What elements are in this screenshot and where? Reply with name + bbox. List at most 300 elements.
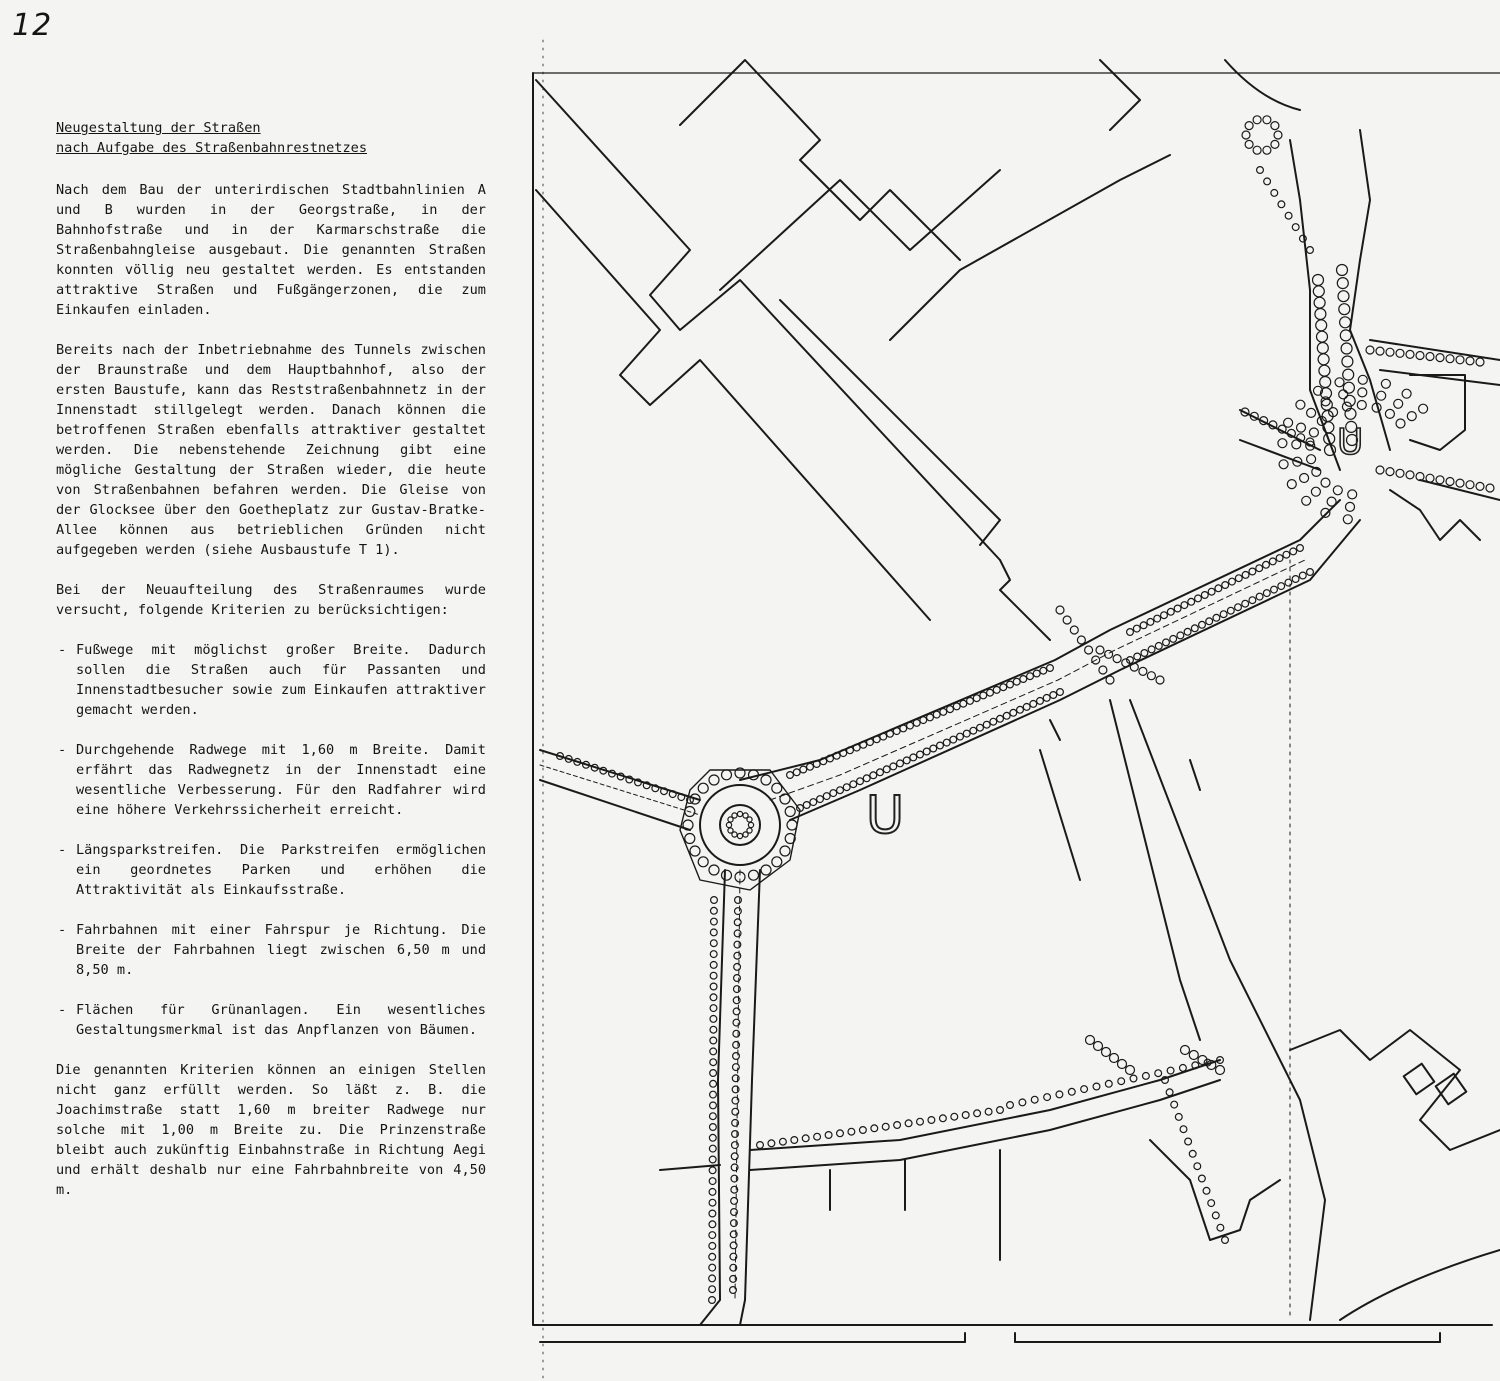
- tree-icon: [1348, 490, 1357, 499]
- tree-icon: [1147, 619, 1154, 626]
- tree-icon: [690, 846, 700, 856]
- tree-icon: [1260, 417, 1268, 425]
- tree-icon: [709, 1156, 716, 1163]
- tree-icon: [743, 832, 748, 837]
- tree-icon: [780, 794, 790, 804]
- tree-icon: [983, 721, 990, 728]
- tree-icon: [565, 756, 572, 763]
- tree-icon: [797, 805, 804, 812]
- tree-icon: [1278, 425, 1286, 433]
- tree-icon: [1077, 636, 1085, 644]
- tree-icon: [917, 1118, 924, 1125]
- tree-icon: [730, 1242, 737, 1249]
- tree-icon: [730, 1264, 737, 1271]
- tree-icon: [734, 964, 741, 971]
- tree-icon: [923, 748, 930, 755]
- criteria-item-footpaths: - Fußwege mit möglichst großer Breite. Dadurch sollen die Straßen auch für Passanten und Innenstadtbesucher sowie zum Einkaufen attraktiver gemacht werden.: [56, 640, 486, 720]
- tree-icon: [1195, 595, 1202, 602]
- tree-icon: [917, 751, 924, 758]
- tree-icon: [1321, 399, 1332, 410]
- tree-icon: [709, 1297, 716, 1304]
- tree-icon: [1207, 1061, 1216, 1070]
- tree-icon: [1122, 659, 1130, 667]
- tree-icon: [1339, 390, 1348, 399]
- tree-icon: [1366, 346, 1374, 354]
- tree-icon: [1300, 235, 1307, 242]
- tree-icon: [837, 1130, 844, 1137]
- tree-icon: [1377, 391, 1386, 400]
- tree-icon: [882, 1123, 889, 1130]
- tree-icon: [1296, 400, 1305, 409]
- tree-icon: [768, 1140, 775, 1147]
- trees-ne-avenue: [1056, 167, 1494, 1075]
- heading-line-1: Neugestaltung der Straßen: [56, 120, 261, 136]
- tree-icon: [990, 718, 997, 725]
- tree-icon: [785, 807, 795, 817]
- tree-icon: [1343, 515, 1352, 524]
- left-arm-a: [1240, 410, 1320, 450]
- tree-icon: [1306, 438, 1314, 446]
- tree-icon: [848, 1128, 855, 1135]
- tree-icon: [1171, 1101, 1178, 1108]
- tree-icon: [893, 728, 900, 735]
- tree-icon: [711, 918, 718, 925]
- tree-icon: [730, 1253, 737, 1260]
- u-station-label: U: [866, 786, 905, 846]
- tree-icon: [1185, 1138, 1192, 1145]
- tree-icon: [787, 820, 797, 830]
- tree-icon: [733, 1030, 740, 1037]
- tree-icon: [1337, 265, 1348, 276]
- tree-icon: [890, 763, 897, 770]
- tree-icon: [1256, 593, 1263, 600]
- tree-icon: [1113, 655, 1121, 663]
- tree-icon: [1194, 1163, 1201, 1170]
- tree-icon: [732, 1142, 739, 1149]
- tree-icon: [1358, 388, 1367, 397]
- tree-icon: [1263, 561, 1270, 568]
- roundabout-outer: [700, 785, 780, 865]
- tree-icon: [1204, 1059, 1211, 1066]
- tree-icon: [1327, 497, 1336, 506]
- tree-icon: [830, 790, 837, 797]
- tree-icon: [1133, 625, 1140, 632]
- tree-icon: [930, 745, 937, 752]
- tree-icon: [731, 1198, 738, 1205]
- tree-icon: [1436, 354, 1444, 362]
- section-heading: [56, 118, 486, 158]
- tree-icon: [950, 736, 957, 743]
- tree-icon: [1245, 122, 1253, 130]
- tree-icon: [709, 1243, 716, 1250]
- tree-icon: [1402, 389, 1411, 398]
- tree-icon: [1148, 646, 1155, 653]
- tree-icon: [1293, 457, 1302, 466]
- central-street-west: [1110, 700, 1200, 1040]
- tree-icon: [1317, 343, 1328, 354]
- tree-icon: [709, 1232, 716, 1239]
- east-street-lower: [1420, 480, 1500, 500]
- tree-icon: [732, 1075, 739, 1082]
- tree-icon: [710, 940, 717, 947]
- tree-icon: [1044, 1094, 1051, 1101]
- tree-icon: [709, 1253, 716, 1260]
- tree-icon: [1057, 689, 1064, 696]
- paragraph-criteria-intro: Bei der Neuaufteilung des Straßenraumes wurde versucht, folgende Kriterien zu berücksichtigen:: [56, 582, 486, 618]
- tree-icon: [1050, 692, 1057, 699]
- tree-icon: [897, 760, 904, 767]
- tree-icon: [617, 773, 624, 780]
- tree-icon: [1321, 478, 1330, 487]
- tree-icon: [1284, 418, 1293, 427]
- tree-icon: [785, 834, 795, 844]
- tree-icon: [1249, 597, 1256, 604]
- tree-icon: [728, 817, 733, 822]
- tree-icon: [735, 908, 742, 915]
- tree-icon: [791, 1137, 798, 1144]
- tree-icon: [732, 813, 737, 818]
- tree-icon: [1206, 618, 1213, 625]
- tree-icon: [600, 767, 607, 774]
- tree-icon: [1180, 1126, 1187, 1133]
- tree-icon: [709, 775, 719, 785]
- tree-icon: [669, 791, 676, 798]
- tree-icon: [1007, 681, 1014, 688]
- tree-icon: [1256, 565, 1263, 572]
- tree-icon: [1127, 629, 1134, 636]
- tree-icon: [731, 1153, 738, 1160]
- tree-icon: [1292, 224, 1299, 231]
- tree-icon: [1343, 369, 1354, 380]
- tree-icon: [1372, 403, 1381, 412]
- tree-icon: [583, 761, 590, 768]
- tree-icon: [1466, 357, 1474, 365]
- tree-icon: [1346, 421, 1357, 432]
- tree-icon: [1199, 621, 1206, 628]
- tree-icon: [1013, 678, 1020, 685]
- tree-icon: [1312, 467, 1321, 476]
- tree-icon: [962, 1112, 969, 1119]
- tree-icon: [733, 1053, 740, 1060]
- central-side-1: [1050, 720, 1060, 740]
- tree-icon: [1081, 1086, 1088, 1093]
- tree-icon: [1290, 548, 1297, 555]
- tree-icon: [1446, 478, 1454, 486]
- tree-icon: [1317, 331, 1328, 342]
- criteria-item-cycle-paths: - Durchgehende Radwege mit 1,60 m Breite. Damit erfährt das Radwegnetz in der Innenstadt eine wesentliche Verbesserung. Für den Radfahrer wird eine höhere Verkehrssicherheit erreicht.: [56, 740, 486, 820]
- tree-icon: [1215, 585, 1222, 592]
- tree-icon: [1283, 551, 1290, 558]
- tree-icon: [1302, 496, 1311, 505]
- tree-icon: [1324, 433, 1335, 444]
- tree-icon: [1446, 355, 1454, 363]
- west-arm-lanes: [540, 765, 700, 815]
- tree-icon: [1345, 408, 1356, 419]
- tree-icon: [1292, 440, 1301, 449]
- tree-icon: [643, 782, 650, 789]
- tree-icon: [709, 1178, 716, 1185]
- ne-avenue-west: [1310, 290, 1340, 470]
- tree-icon: [1357, 401, 1366, 410]
- tree-icon: [710, 1016, 717, 1023]
- tree-icon: [734, 975, 741, 982]
- tree-icon: [977, 724, 984, 731]
- tree-icon: [853, 744, 860, 751]
- tree-icon: [710, 1080, 717, 1087]
- tree-icon: [1170, 636, 1177, 643]
- tree-icon: [1208, 1200, 1215, 1207]
- tree-icon: [709, 1210, 716, 1217]
- tree-icon: [814, 1133, 821, 1140]
- tree-icon: [709, 865, 719, 875]
- tree-icon: [661, 788, 668, 795]
- tree-icon: [1030, 701, 1037, 708]
- tree-icon: [1023, 704, 1030, 711]
- tree-icon: [1386, 468, 1394, 476]
- tree-icon: [1140, 622, 1147, 629]
- trees-boulevard-north: [557, 545, 1304, 804]
- tree-icon: [722, 770, 732, 780]
- tree-icon: [1307, 408, 1316, 417]
- tree-icon: [1161, 612, 1168, 619]
- tree-icon: [817, 796, 824, 803]
- tree-icon: [761, 865, 771, 875]
- tree-icon: [1278, 439, 1287, 448]
- tree-icon: [698, 783, 708, 793]
- tree-icon: [1201, 592, 1208, 599]
- tree-icon: [910, 754, 917, 761]
- tree-icon: [1056, 606, 1064, 614]
- tree-icon: [747, 828, 752, 833]
- tree-icon: [735, 897, 742, 904]
- tree-icon: [1020, 676, 1027, 683]
- tree-icon: [710, 1070, 717, 1077]
- tree-icon: [1094, 1042, 1103, 1051]
- tree-icon: [728, 828, 733, 833]
- tree-icon: [973, 695, 980, 702]
- tree-icon: [1130, 1075, 1137, 1082]
- tree-icon: [761, 775, 771, 785]
- tree-icon: [1096, 646, 1104, 654]
- tree-icon: [1242, 131, 1250, 139]
- tree-icon: [1416, 352, 1424, 360]
- tree-icon: [1381, 379, 1390, 388]
- tree-icon: [1191, 625, 1198, 632]
- tree-icon: [940, 709, 947, 716]
- tree-icon: [907, 722, 914, 729]
- paragraph-intro: Nach dem Bau der unterirdischen Stadtbahnlinien A und B wurden in der Georgstraße, in der Bahnhofstraße und in der Karmarschstraße die Straßenbahngleise ausgebaut. Die genannten Straßen konnten völlig neu gestaltet werden. Es entstanden attraktive Straßen und Fußgängerzonen, die zum Einkaufen einladen.: [56, 182, 486, 318]
- tree-icon: [803, 802, 810, 809]
- tree-icon: [1263, 116, 1271, 124]
- tree-icon: [1476, 482, 1484, 490]
- tree-icon: [843, 784, 850, 791]
- tree-icon: [1126, 1066, 1135, 1075]
- tree-icon: [710, 983, 717, 990]
- ne-avenue-north-b: [1360, 130, 1370, 260]
- trees-fan: [1242, 116, 1428, 524]
- tree-icon: [850, 781, 857, 788]
- tree-icon: [709, 1275, 716, 1282]
- east-block-2: [1390, 490, 1480, 540]
- tree-icon: [711, 897, 718, 904]
- tree-icon: [1181, 1046, 1190, 1055]
- tree-icon: [1213, 614, 1220, 621]
- tree-icon: [710, 1048, 717, 1055]
- tree-icon: [867, 739, 874, 746]
- tree-icon: [871, 1125, 878, 1132]
- tree-icon: [1105, 650, 1113, 658]
- tree-icon: [1085, 646, 1093, 654]
- tree-icon: [1017, 706, 1024, 713]
- tree-icon: [963, 730, 970, 737]
- tree-icon: [690, 794, 700, 804]
- tree-icon: [1092, 656, 1100, 664]
- tree-icon: [749, 870, 759, 880]
- tree-icon: [1269, 558, 1276, 565]
- left-arm-b: [1240, 440, 1320, 470]
- tree-icon: [1217, 1224, 1224, 1231]
- tree-icon: [710, 1037, 717, 1044]
- tree-icon: [987, 689, 994, 696]
- tree-icon: [1068, 1088, 1075, 1095]
- tree-icon: [1235, 575, 1242, 582]
- tree-icon: [1279, 460, 1288, 469]
- tree-icon: [1130, 663, 1138, 671]
- tree-icon: [710, 1026, 717, 1033]
- tree-icon: [732, 1097, 739, 1104]
- tree-icon: [1063, 616, 1071, 624]
- tree-icon: [1143, 1073, 1150, 1080]
- tree-icon: [985, 1108, 992, 1115]
- tree-icon: [1106, 676, 1114, 684]
- tree-icon: [823, 793, 830, 800]
- tree-icon: [731, 1209, 738, 1216]
- west-arm-north: [540, 750, 700, 800]
- tree-icon: [730, 1287, 737, 1294]
- tree-icon: [1033, 670, 1040, 677]
- tree-icon: [1105, 1080, 1112, 1087]
- tree-icon: [732, 1131, 739, 1138]
- tree-icon: [967, 698, 974, 705]
- tree-icon: [860, 1127, 867, 1134]
- central-street-east: [1130, 700, 1325, 1320]
- tree-icon: [840, 750, 847, 757]
- ne-avenue-north: [1290, 140, 1310, 290]
- south-small-block: [1150, 1140, 1280, 1240]
- tree-icon: [1320, 377, 1331, 388]
- tree-icon: [743, 813, 748, 818]
- tree-icon: [733, 1008, 740, 1015]
- tree-icon: [635, 779, 642, 786]
- tree-icon: [735, 768, 745, 778]
- tree-icon: [997, 715, 1004, 722]
- tree-icon: [1222, 1237, 1229, 1244]
- tree-icon: [710, 994, 717, 1001]
- paragraph-closing: Die genannten Kriterien können an einigen Stellen nicht ganz erfüllt werden. So läßt z. B. die Joachimstraße statt 1,60 m breiter Radwege nur solche mit 1,00 m Breite zu. Die Prinzenstraße bleibt auch zukünftig Einbahnstraße in Richtung Aegi und erhält deshalb nur eine Fahrbahnbreite von 4,50 m.: [56, 1062, 486, 1198]
- tree-icon: [974, 1110, 981, 1117]
- tree-icon: [951, 1113, 958, 1120]
- tree-icon: [1047, 665, 1054, 672]
- map-frame: [533, 73, 1492, 1325]
- block-north-3: [890, 155, 1170, 340]
- tree-icon: [993, 687, 1000, 694]
- tree-icon: [1245, 140, 1253, 148]
- tree-icon: [1154, 615, 1161, 622]
- tree-icon: [997, 1107, 1004, 1114]
- tree-icon: [787, 772, 794, 779]
- tree-icon: [1309, 428, 1318, 437]
- tree-icon: [731, 1186, 738, 1193]
- tree-icon: [698, 857, 708, 867]
- street-nw-left: [536, 190, 930, 620]
- tree-icon: [1456, 356, 1464, 364]
- tree-icon: [1007, 1102, 1014, 1109]
- tree-icon: [928, 1117, 935, 1124]
- tree-icon: [933, 711, 940, 718]
- tree-icon: [1093, 1083, 1100, 1090]
- tree-icon: [1141, 650, 1148, 657]
- tree-icon: [734, 941, 741, 948]
- tree-icon: [1317, 417, 1326, 426]
- tree-icon: [1347, 435, 1358, 446]
- tree-icon: [730, 1276, 737, 1283]
- tree-icon: [710, 962, 717, 969]
- tree-icon: [709, 1286, 716, 1293]
- tree-icon: [837, 787, 844, 794]
- tree-icon: [887, 730, 894, 737]
- tree-icon: [710, 1005, 717, 1012]
- tree-icon: [1271, 140, 1279, 148]
- boulevard-south-edge: [790, 520, 1360, 820]
- tree-rows: [557, 116, 1494, 1304]
- tree-icon: [1314, 386, 1323, 395]
- tree-icon: [1321, 388, 1332, 399]
- tree-icon: [1306, 441, 1315, 450]
- tree-icon: [1167, 608, 1174, 615]
- tree-icon: [1276, 555, 1283, 562]
- tree-icon: [1307, 247, 1314, 254]
- tree-icon: [870, 772, 877, 779]
- tree-icon: [1274, 131, 1282, 139]
- tree-icon: [1056, 1091, 1063, 1098]
- tree-icon: [652, 785, 659, 792]
- tree-icon: [1027, 673, 1034, 680]
- tree-icon: [678, 794, 685, 801]
- tree-icon: [813, 761, 820, 768]
- tree-icon: [734, 919, 741, 926]
- tree-icon: [1394, 399, 1403, 408]
- tree-icon: [833, 752, 840, 759]
- tree-icon: [733, 997, 740, 1004]
- tree-icon: [710, 972, 717, 979]
- tree-icon: [1220, 611, 1227, 618]
- tree-icon: [1175, 1114, 1182, 1121]
- tree-icon: [1040, 667, 1047, 674]
- tree-icon: [574, 759, 581, 766]
- tree-icon: [1329, 408, 1338, 417]
- tree-icon: [1235, 604, 1242, 611]
- text-column: [56, 118, 486, 1200]
- tree-icon: [1242, 600, 1249, 607]
- tree-icon: [711, 907, 718, 914]
- tree-icon: [810, 799, 817, 806]
- tree-icon: [1181, 602, 1188, 609]
- tree-icon: [1406, 471, 1414, 479]
- tree-icon: [1396, 469, 1404, 477]
- tree-icon: [710, 929, 717, 936]
- tree-icon: [1407, 412, 1416, 421]
- tree-icon: [980, 692, 987, 699]
